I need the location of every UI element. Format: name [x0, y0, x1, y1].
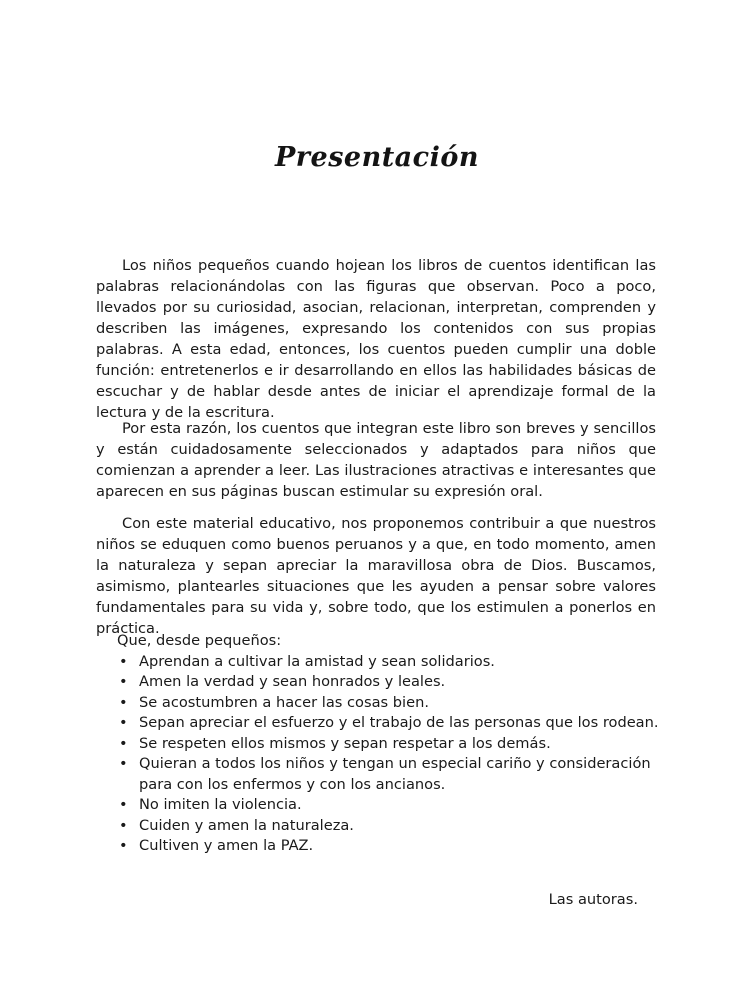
list-item-text: Sepan apreciar el esfuerzo y el trabajo de las personas que los rodean. [139, 714, 659, 731]
paragraph-1 [96, 255, 656, 423]
bullet-icon: • [119, 755, 128, 772]
list-item [117, 672, 662, 693]
bullet-icon: • [119, 837, 128, 854]
values-list [117, 652, 662, 857]
paragraph-1-text: Los niños pequeños cuando hojean los libros de cuentos identifican las palabras relacionándolas con las figuras que observan. Poco a poco, llevados por su curiosidad, asocian, relacionan, interpretan, comprenden y describen las imágenes, expresando los contenidos con sus propias palabras. A esta edad, entonces, los cuentos pueden cumplir una doble función: entretenerlos e ir desarrollando en ellos las habilidades básicas de escuchar y de hablar desde antes de iniciar el aprendizaje formal de la lectura y de la escritura. [96, 257, 656, 421]
bullet-icon: • [119, 796, 128, 813]
list-item-text: Se acostumbren a hacer las cosas bien. [139, 693, 429, 711]
bullet-icon: • [119, 673, 128, 690]
paragraph-2-text: Por esta razón, los cuentos que integran este libro son breves y sencillos y están cuidadosamente seleccionados y adaptados para niños que comienzan a aprender a leer. Las ilustraciones atractivas e interesantes que aparecen en sus páginas buscan estimular su expresión oral. [96, 420, 656, 500]
list-item-text: Se respeten ellos mismos y sepan respetar a los demás. [139, 734, 551, 752]
list-item-text: Aprendan a cultivar la amistad y sean solidarios. [139, 652, 495, 670]
list-item-text: Quieran a todos los niños y tengan un especial cariño y consideración para con los enfermos y con los ancianos. [139, 755, 651, 793]
values-list-block [117, 631, 662, 857]
paragraph-3-text: Con este material educativo, nos proponemos contribuir a que nuestros niños se eduquen como buenos peruanos y a que, en todo momento, amen la naturaleza y sepan apreciar la maravillosa obra de Dios. Buscamos, asimismo, plantearles situaciones que les ayuden a pensar sobre valores fundamentales para su vida y, sobre todo, que los estimulen a ponerlos en práctica. [96, 515, 656, 637]
page-title: Presentación [274, 142, 480, 173]
list-item [117, 795, 662, 816]
list-item [117, 713, 662, 734]
bullet-icon: • [119, 714, 128, 731]
paragraph-2 [96, 418, 656, 502]
list-item [117, 693, 662, 714]
paragraph-3 [96, 513, 656, 639]
bullet-icon: • [119, 693, 128, 711]
list-intro: Que, desde pequeños: [117, 632, 282, 649]
list-item [117, 734, 662, 755]
list-item [117, 836, 662, 857]
list-item [117, 652, 662, 673]
list-item [117, 754, 662, 795]
list-item-text: Cultiven y amen la PAZ. [139, 837, 314, 854]
list-item-text: No imiten la violencia. [139, 796, 302, 813]
list-item [117, 816, 662, 837]
list-item-text: Cuiden y amen la naturaleza. [139, 816, 354, 834]
bullet-icon: • [119, 734, 128, 752]
bullet-icon: • [119, 816, 128, 834]
list-item-text: Amen la verdad y sean honrados y leales. [139, 673, 446, 690]
signature: Las autoras. [548, 891, 638, 908]
bullet-icon: • [119, 652, 128, 670]
